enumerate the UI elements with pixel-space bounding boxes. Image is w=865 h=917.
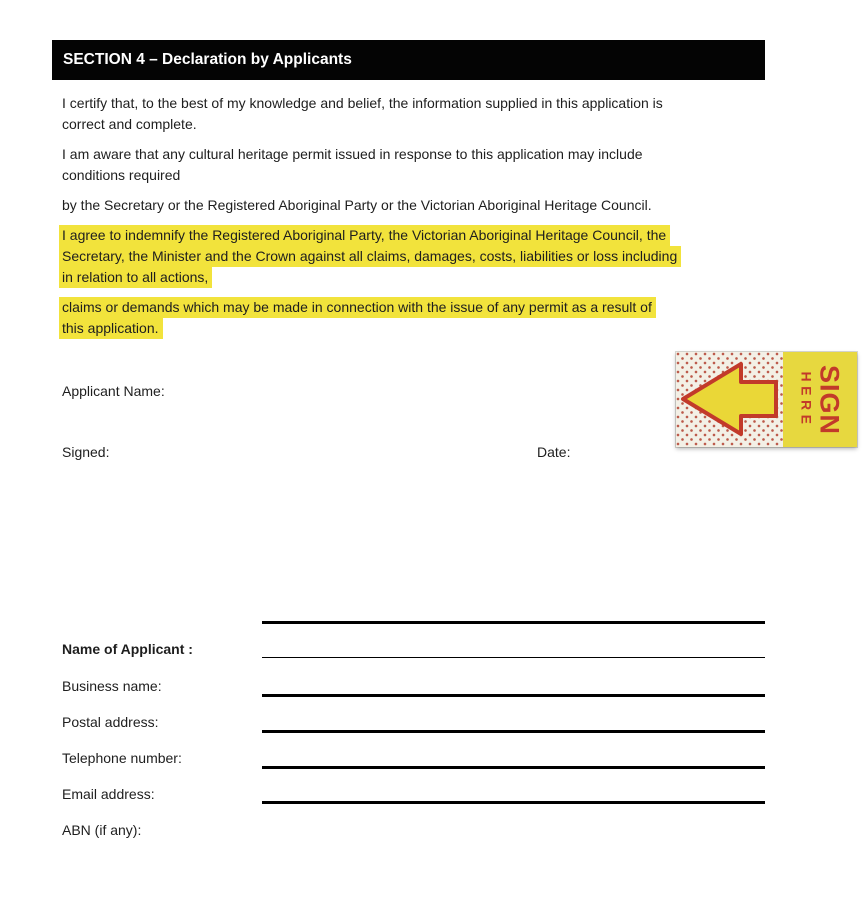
highlighted-line: I agree to indemnify the Registered Aboriginal Party, the Victorian Aboriginal Heritage Council, the xyxy=(59,225,670,246)
paragraph-certify xyxy=(62,93,802,135)
highlighted-line: in relation to all actions, xyxy=(59,267,212,288)
field-rule-email-address[interactable] xyxy=(262,801,765,804)
paragraph-secretary xyxy=(62,195,802,216)
sign-here-panel xyxy=(783,352,857,447)
field-rule-telephone-number[interactable] xyxy=(262,766,765,769)
sign-here-sticker xyxy=(676,352,857,447)
paragraph-indemnify-highlighted xyxy=(62,225,802,288)
highlighted-line: Secretary, the Minister and the Crown against all claims, damages, costs, liabilities or loss including xyxy=(59,246,681,267)
sign-word: SIGN xyxy=(814,364,845,435)
postal-address-label: Postal address: xyxy=(62,714,159,730)
abn-label: ABN (if any): xyxy=(62,822,142,838)
highlighted-line: claims or demands which may be made in connection with the issue of any permit as a result of xyxy=(59,297,656,318)
field-rule-name-of-applicant[interactable] xyxy=(262,657,765,658)
declaration-text xyxy=(62,93,802,348)
email-address-label: Email address: xyxy=(62,786,155,802)
applicant-name-label: Applicant Name: xyxy=(62,383,165,399)
paragraph-line: I am aware that any cultural heritage permit issued in response to this application may include xyxy=(62,146,643,162)
field-rule-business-name[interactable] xyxy=(262,694,765,697)
signed-label: Signed: xyxy=(62,444,110,460)
paragraph-claims-highlighted xyxy=(62,297,802,339)
left-arrow-icon xyxy=(679,352,779,447)
paragraph-line: correct and complete. xyxy=(62,116,197,132)
sign-here-text xyxy=(798,364,845,435)
telephone-number-label: Telephone number: xyxy=(62,750,182,766)
highlighted-line: this application. xyxy=(59,318,163,339)
here-word: HERE xyxy=(798,371,815,428)
section-header-bar xyxy=(52,40,765,80)
field-rule-postal-address[interactable] xyxy=(262,730,765,733)
paragraph-aware xyxy=(62,144,802,186)
section-title: SECTION 4 – Declaration by Applicants xyxy=(63,51,352,68)
paragraph-line: conditions required xyxy=(62,167,181,183)
date-label: Date: xyxy=(537,444,571,460)
field-rule-top[interactable] xyxy=(262,621,765,624)
business-name-label: Business name: xyxy=(62,678,162,694)
paragraph-line: by the Secretary or the Registered Aboriginal Party or the Victorian Aboriginal Heritage Council. xyxy=(62,197,652,213)
name-of-applicant-label: Name of Applicant : xyxy=(62,641,193,657)
paragraph-line: I certify that, to the best of my knowledge and belief, the information supplied in this application is xyxy=(62,95,663,111)
